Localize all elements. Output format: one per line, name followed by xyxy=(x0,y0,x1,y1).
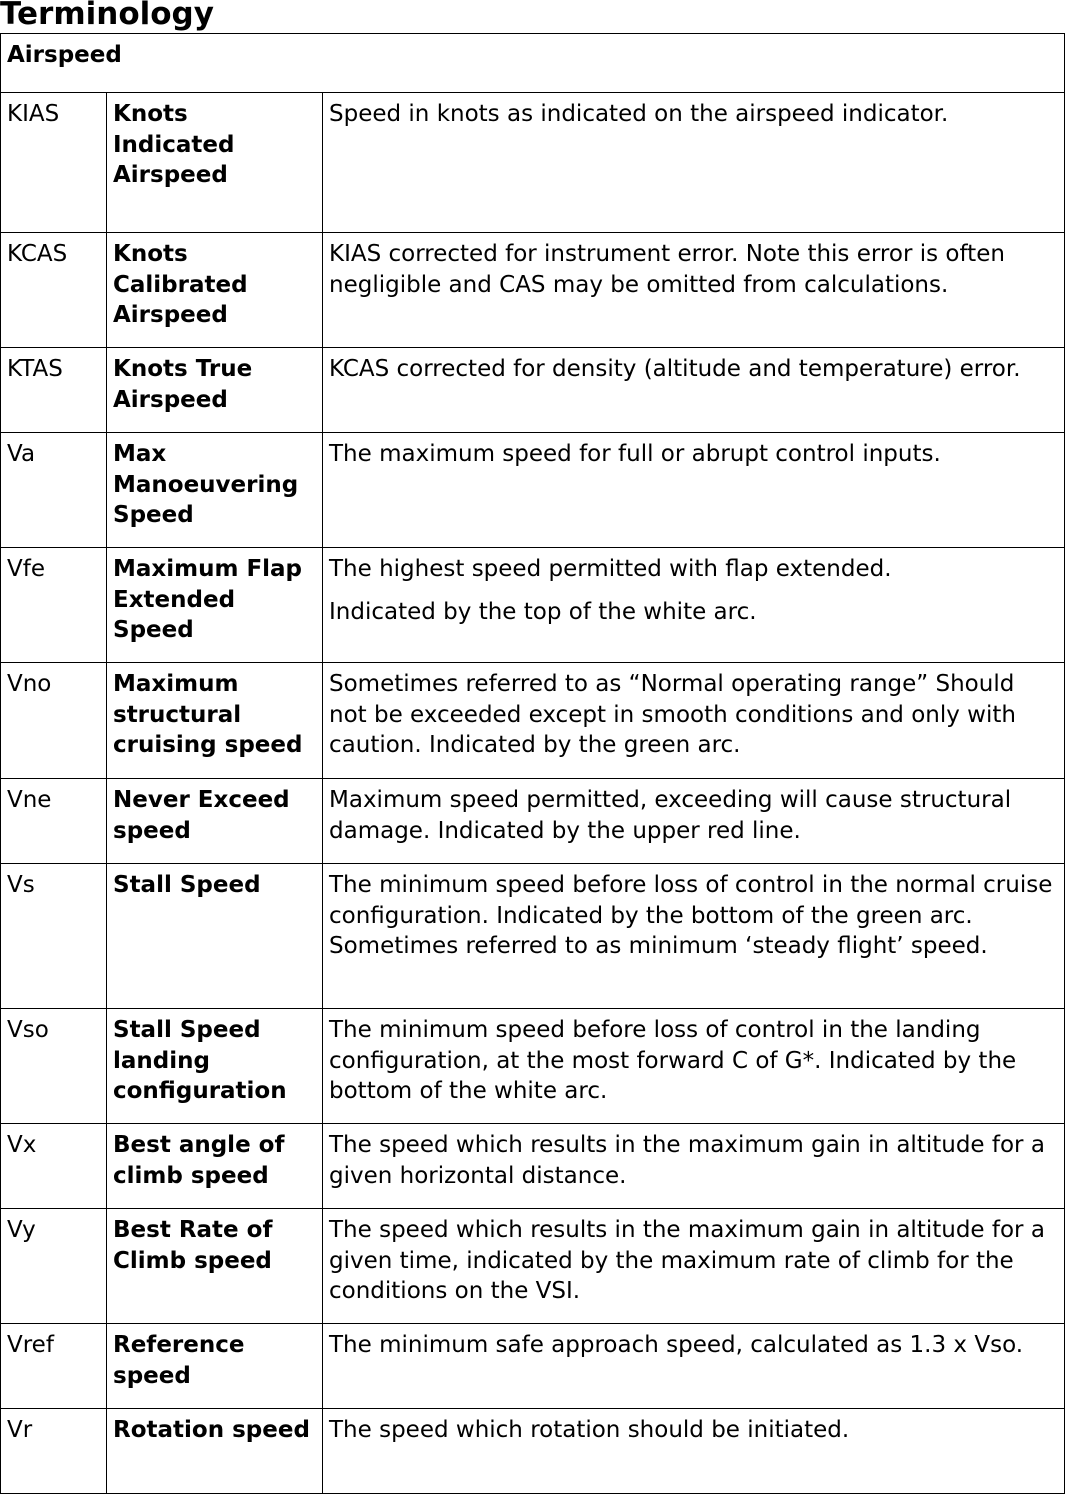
term-cell: Never Exceed speed xyxy=(107,779,323,864)
table-row xyxy=(1,864,1065,1009)
description-text: The speed which rotation should be initiated. xyxy=(329,1417,850,1443)
description-cell xyxy=(323,779,1065,864)
term-cell: Rotation speed xyxy=(107,1409,323,1494)
page-title: Terminology xyxy=(0,0,214,32)
description-text: KIAS corrected for instrument error. Note this error is often negligible and CAS may be omitted from calculations. xyxy=(329,241,1005,298)
abbreviation-cell: KCAS xyxy=(1,233,107,348)
term-cell: Maximum Flap Extended Speed xyxy=(107,548,323,663)
abbreviation-cell: KIAS xyxy=(1,93,107,233)
abbreviation-cell: Vne xyxy=(1,779,107,864)
table-row xyxy=(1,93,1065,233)
term-cell: Best angle of climb speed xyxy=(107,1124,323,1209)
abbreviation-cell: KTAS xyxy=(1,348,107,433)
description-cell xyxy=(323,663,1065,779)
table-row xyxy=(1,433,1065,548)
term-cell: Knots True Airspeed xyxy=(107,348,323,433)
abbreviation-cell: Vx xyxy=(1,1124,107,1209)
section-header: Airspeed xyxy=(1,34,1065,93)
table-row xyxy=(1,1009,1065,1124)
table-row xyxy=(1,1409,1065,1494)
table-row xyxy=(1,1124,1065,1209)
description-text: KCAS corrected for density (altitude and temperature) error. xyxy=(329,356,1021,382)
term-cell: Reference speed xyxy=(107,1324,323,1409)
abbreviation-cell: Vs xyxy=(1,864,107,1009)
abbreviation-cell: Vy xyxy=(1,1209,107,1324)
description-text: Speed in knots as indicated on the airspeed indicator. xyxy=(329,101,949,127)
table-row xyxy=(1,779,1065,864)
table-row xyxy=(1,1209,1065,1324)
section-row xyxy=(1,34,1065,93)
term-cell: Maximum structural cruising speed xyxy=(107,663,323,779)
description-cell xyxy=(323,1124,1065,1209)
abbreviation-cell: Vso xyxy=(1,1009,107,1124)
description-text: The minimum speed before loss of control in the normal cruise configuration. Indicated by the bottom of the green arc. Sometimes referred to as minimum ‘steady flight’ speed. xyxy=(329,872,1053,959)
term-cell: Stall Speed landing configuration xyxy=(107,1009,323,1124)
description-cell xyxy=(323,1009,1065,1124)
term-cell: Max Manoeuvering Speed xyxy=(107,433,323,548)
term-cell: Knots Calibrated Airspeed xyxy=(107,233,323,348)
table-row xyxy=(1,548,1065,663)
description-cell xyxy=(323,548,1065,663)
description-text: Maximum speed permitted, exceeding will cause structural damage. Indicated by the upper red line. xyxy=(329,787,1012,844)
table-row xyxy=(1,348,1065,433)
abbreviation-cell: Vr xyxy=(1,1409,107,1494)
abbreviation-cell: Vno xyxy=(1,663,107,779)
description-text: Indicated by the top of the white arc. xyxy=(329,598,757,625)
description-text: The minimum speed before loss of control in the landing configuration, at the most forward C of G*. Indicated by the bottom of the white arc. xyxy=(329,1017,1017,1104)
description-text: The speed which results in the maximum gain in altitude for a given horizontal distance. xyxy=(329,1132,1045,1189)
description-cell xyxy=(323,348,1065,433)
description-cell xyxy=(323,433,1065,548)
term-cell: Knots Indicated Airspeed xyxy=(107,93,323,233)
abbreviation-cell: Va xyxy=(1,433,107,548)
description-text: The maximum speed for full or abrupt control inputs. xyxy=(329,441,941,467)
abbreviation-cell: Vfe xyxy=(1,548,107,663)
terminology-table xyxy=(0,33,1065,1494)
table-row xyxy=(1,1324,1065,1409)
description-text: The speed which results in the maximum gain in altitude for a given time, indicated by the maximum rate of climb for the conditions on the VSI. xyxy=(329,1217,1045,1304)
description-cell xyxy=(323,1324,1065,1409)
term-cell: Stall Speed xyxy=(107,864,323,1009)
description-cell xyxy=(323,1409,1065,1494)
description-text: Sometimes referred to as “Normal operating range” Should not be exceeded except in smooth conditions and only with caution. Indicated by the green arc. xyxy=(329,671,1016,758)
description-cell xyxy=(323,233,1065,348)
description-text: The highest speed permitted with flap extended. xyxy=(329,556,892,582)
description-text: The minimum safe approach speed, calculated as 1.3 x Vso. xyxy=(329,1332,1024,1358)
table-row xyxy=(1,233,1065,348)
description-cell xyxy=(323,93,1065,233)
description-cell xyxy=(323,1209,1065,1324)
table-row xyxy=(1,663,1065,779)
term-cell: Best Rate of Climb speed xyxy=(107,1209,323,1324)
description-cell xyxy=(323,864,1065,1009)
abbreviation-cell: Vref xyxy=(1,1324,107,1409)
